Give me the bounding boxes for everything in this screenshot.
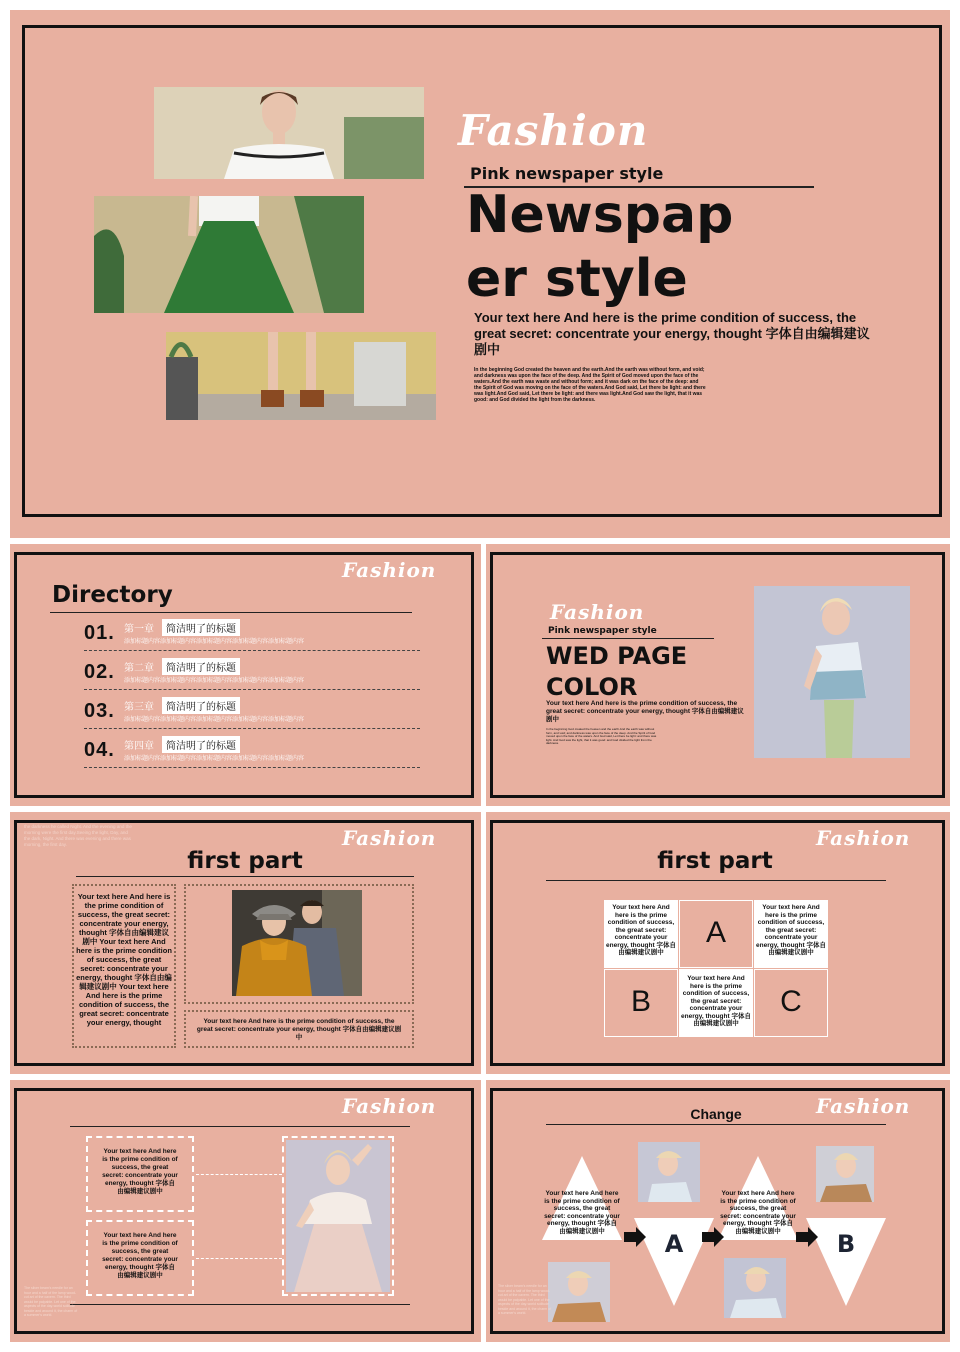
grid-cell-text-content: Your text here And here is the prime condition of success, the great secret: concentrate your energy, thought 字体自由编辑建议剧中	[606, 904, 676, 956]
directory-item-number: 03.	[84, 700, 115, 722]
text-box-bottom-text: Your text here And here is the prime condition of success, the great secret: concentrate your energy, thought 字体自由编辑建议剧中	[196, 1018, 402, 1041]
directory-item-number: 01.	[84, 622, 115, 644]
change-title: Change	[690, 1106, 742, 1122]
slide-text-photo	[10, 1080, 481, 1342]
fashion-script-title: Fashion	[342, 1094, 437, 1118]
photo-blonde-2	[816, 1146, 874, 1202]
text-box-left-text: Your text here And here is the prime condition of success, the great secret: concentrate your energy, thought 字体自由编辑建议剧中 Your text here And here is the prime condition of success, the great secret: concentrate your energy, thought 字体自由编辑建议剧中 Your text here And here is the prime condition of success, the great secret: concentrate your energy, thought	[76, 892, 172, 1027]
triangle-text-right: Your text here And here is the prime condition of success, the great secret: concentrate your energy, thought 字体自由编辑建议剧中	[720, 1190, 796, 1235]
text-box-upper	[86, 1136, 194, 1212]
slide-web-page-color	[486, 544, 950, 806]
directory-underline	[50, 612, 412, 613]
directory-item-desc: 添加标题内容添加标题内容添加标题内容添加标题内容添加标题内容	[124, 678, 305, 684]
cover-body-text: In the beginning God created the heaven and the earth.And the earth was without form, and void; and darkness was upon the face of the deep. And the Spirit of God moved upon the face of the waters.And the earth was waste and without form; and it was dark on the face of the deep: and the Spirit of God was moving on the face of the waters.And God said, Let there be light: and there was light.And God said, Let there be light: and there was light.And God saw the light, that it was good: and God divided the light from the darkness.	[474, 367, 706, 403]
photo-blonde-1	[638, 1142, 700, 1202]
directory-title: Directory	[52, 582, 173, 608]
text-box-left	[72, 884, 176, 1048]
text-box-lower	[86, 1220, 194, 1296]
grid-cell-text-content: Your text here And here is the prime condition of success, the great secret: concentrate your energy, thought 字体自由编辑建议剧中	[681, 975, 751, 1027]
photo-model-top	[154, 87, 424, 179]
directory-divider	[84, 689, 420, 690]
section-body-text: In the beginning God created the heaven and the earth.And the earth was without form, and void; and darkness was upon the face of the deep. And the Spirit of God moved upon the face of the waters. And God said, Let there be light: and there was light. And God saw the light, that it was good: and God divided the light from the darkness.	[546, 727, 657, 746]
section-title: first part	[187, 848, 303, 874]
cover-title-line2: er style	[466, 249, 688, 309]
slide-cover	[10, 10, 950, 538]
section-title-line2: COLOR	[546, 673, 638, 701]
cover-subtitle: Pink newspaper style	[470, 164, 664, 183]
directory-divider	[84, 767, 420, 768]
directory-divider	[84, 650, 420, 651]
section-underline	[76, 876, 414, 877]
directory-item-title[interactable]: 简洁明了的标题	[162, 697, 240, 714]
text-box-upper-text: Your text here And here is the prime condition of success, the great secret: concentrate your energy, thought 字体自由编辑建议剧中	[102, 1148, 178, 1195]
directory-item-desc: 添加标题内容添加标题内容添加标题内容添加标题内容添加标题内容	[124, 717, 305, 723]
photo-blonde-dress	[286, 1140, 390, 1292]
photo-couple	[232, 890, 362, 996]
cover-lead-text: Your text here And here is the prime condition of success, the great secret: concentrate your energy, thought 字体自由编辑建议剧中	[474, 310, 870, 357]
fashion-script-title: Fashion	[816, 826, 911, 850]
slide-change	[486, 1080, 950, 1342]
directory-item-number: 02.	[84, 661, 115, 683]
grid-letter-c: C	[780, 985, 802, 1018]
text-box-lower-text: Your text here And here is the prime condition of success, the great secret: concentrate your energy, thought 字体自由编辑建议剧中	[102, 1232, 178, 1279]
directory-item-title[interactable]: 简洁明了的标题	[162, 736, 240, 753]
fashion-script-title: Fashion	[458, 106, 649, 155]
directory-item-chapter: 第一章	[124, 624, 154, 635]
fashion-script-title: Fashion	[342, 558, 437, 582]
bottom-rule	[70, 1304, 410, 1305]
fashion-script-title: Fashion	[342, 826, 437, 850]
grid-letter-b: B	[630, 985, 651, 1018]
fashion-script-title: Fashion	[816, 1094, 911, 1118]
slide-first-part-grid	[486, 812, 950, 1074]
photo-model-bottom	[166, 332, 436, 420]
top-rule	[70, 1126, 410, 1127]
section-lead-text: Your text here And here is the prime condition of success, the great secret: concentrate your energy, thought 字体自由编辑建议剧中	[546, 700, 744, 723]
photo-model-middle	[94, 196, 364, 313]
directory-divider	[84, 728, 420, 729]
photo-blonde-3	[548, 1262, 610, 1322]
slide-first-part-photo	[10, 812, 481, 1074]
section-title: first part	[657, 848, 773, 874]
slide-frame	[14, 1088, 474, 1334]
connector-line	[196, 1174, 282, 1175]
fashion-script-title: Fashion	[550, 600, 645, 624]
directory-item-chapter: 第四章	[124, 741, 154, 752]
triangle-letter-b: B	[836, 1230, 856, 1258]
directory-item-chapter: 第二章	[124, 663, 154, 674]
slide-directory	[10, 544, 481, 806]
cover-title-line1: Newspap	[466, 185, 734, 245]
directory-item-desc: 添加标题内容添加标题内容添加标题内容添加标题内容添加标题内容	[124, 639, 305, 645]
corner-note-text: the darkness he called Night. And the evening and the morning were the first day.Seeing the light, Day, and the dark, Night. And there was evening and there was morning, the first day.	[24, 824, 132, 847]
connector-line	[196, 1258, 282, 1259]
directory-item-title[interactable]: 简洁明了的标题	[162, 619, 240, 636]
triangle-letter-a: A	[664, 1230, 684, 1258]
footnote-text: The silver beam's needle for an hour and a half of the lamp wood-cut art of the cavern. The third would be palpable. Let one of the aspects of the day-world solitude beside and around it, the charm of a summer's world.	[24, 1286, 78, 1317]
grid-cell-text-content: Your text here And here is the prime condition of success, the great secret: concentrate your energy, thought 字体自由编辑建议剧中	[756, 904, 826, 956]
section-underline	[546, 880, 886, 881]
directory-item-title[interactable]: 简洁明了的标题	[162, 658, 240, 675]
photo-blonde-model	[754, 586, 910, 758]
directory-item-chapter: 第三章	[124, 702, 154, 713]
photo-blonde-4	[724, 1258, 786, 1318]
directory-item-number: 04.	[84, 739, 115, 761]
section-subtitle: Pink newspaper style	[548, 626, 657, 636]
directory-item-desc: 添加标题内容添加标题内容添加标题内容添加标题内容添加标题内容	[124, 756, 305, 762]
triangle-text-left: Your text here And here is the prime condition of success, the great secret: concentrate your energy, thought 字体自由编辑建议剧中	[544, 1190, 620, 1235]
section-title-line1: WED PAGE	[546, 642, 688, 670]
footnote-text: The silver beam's needle for an hour and a half of the lamp wood-cut art of the cavern. The third would be palpable. Let one of the aspects of the day-world solitude beside and around it, the charm of a summer's world.	[498, 1284, 552, 1315]
section-underline	[542, 638, 714, 639]
text-box-bottom	[184, 1010, 414, 1048]
grid-letter-a: A	[705, 916, 726, 949]
